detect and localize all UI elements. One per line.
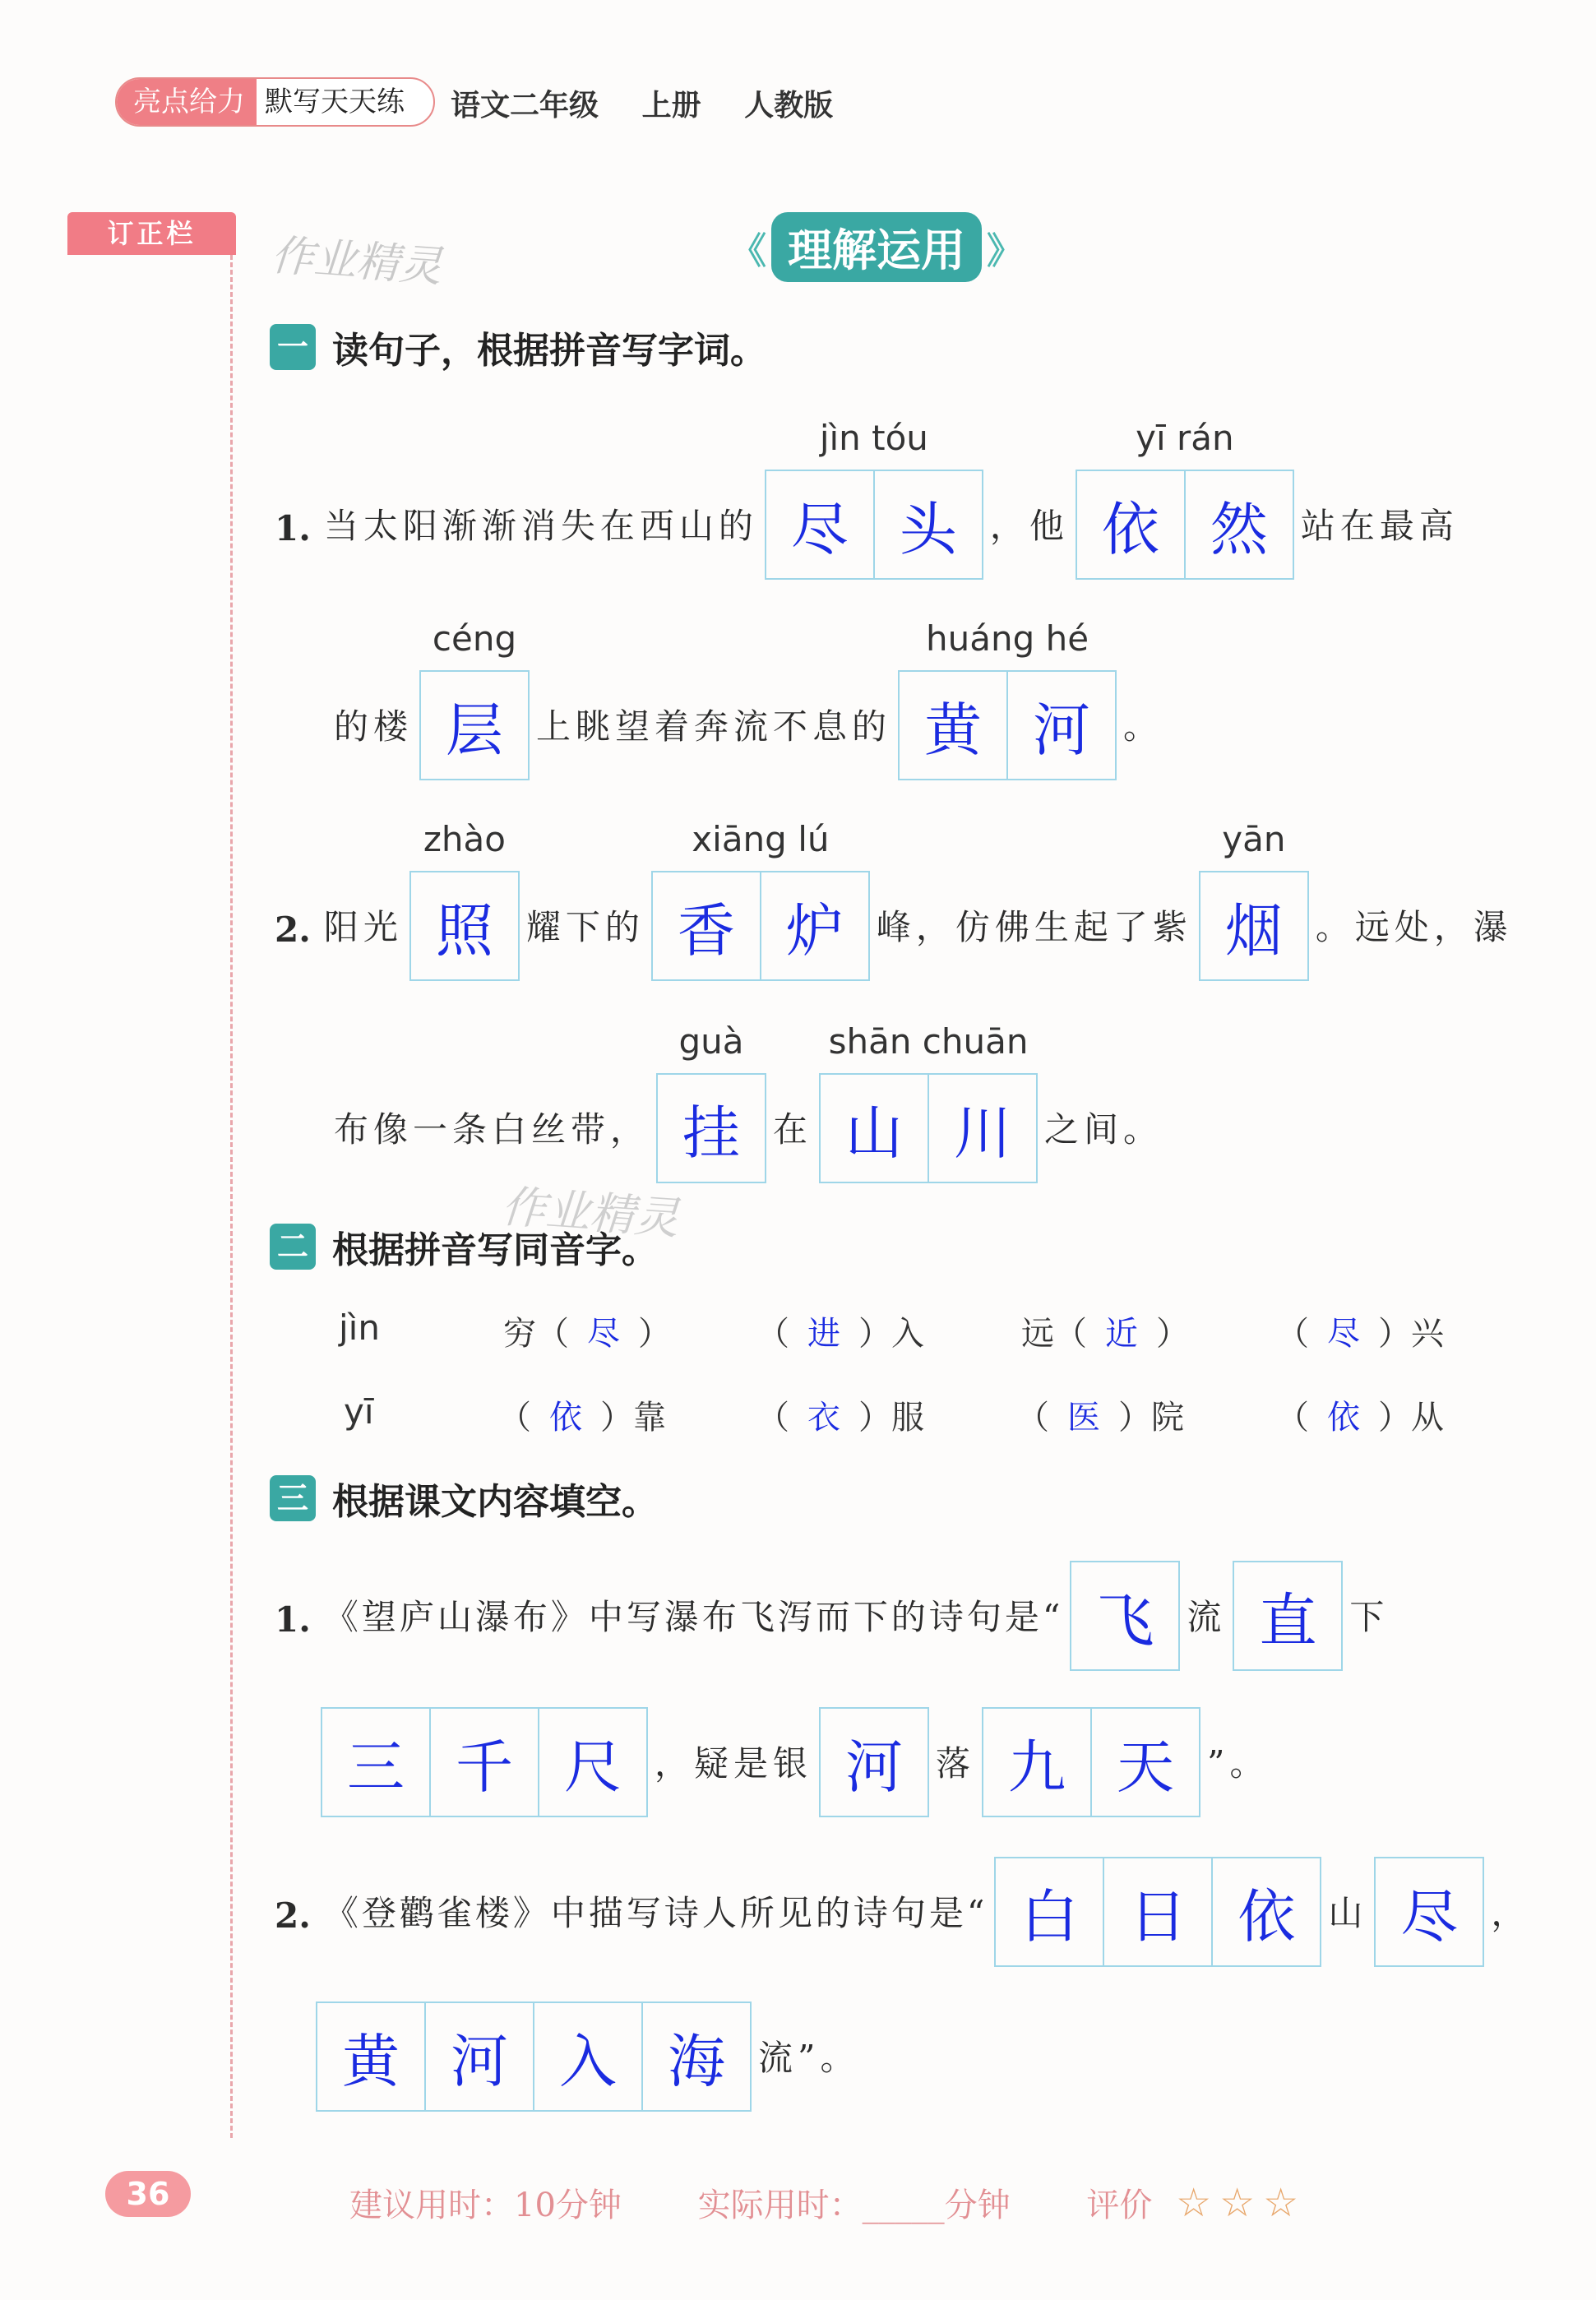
s1-q2-line1 — [268, 819, 1520, 981]
answer-boxes — [982, 1707, 1200, 1817]
answer-group — [1199, 819, 1309, 981]
answer[interactable]: 尽 — [587, 1315, 620, 1353]
item-text: 远（ — [1021, 1315, 1087, 1353]
answer-box[interactable]: 河 — [1006, 672, 1115, 779]
item-text: ）从 — [1378, 1399, 1444, 1437]
q-number: 2. — [275, 909, 311, 950]
item-text: （ — [1276, 1315, 1309, 1353]
text-run: 之间。 — [1044, 1109, 1163, 1150]
answer-group — [409, 819, 520, 981]
answer[interactable]: 衣 — [807, 1399, 840, 1437]
footer-bar — [349, 2179, 1372, 2226]
item-text: （ — [1016, 1399, 1049, 1437]
text-run: 当太阳渐渐消失在西山的 — [323, 506, 758, 546]
answer-group — [819, 1021, 1038, 1183]
answer-group — [765, 418, 983, 580]
answer-boxes — [1233, 1561, 1343, 1671]
answer-box[interactable]: 飞 — [1096, 1586, 1154, 1654]
watermark: 作业精灵 — [269, 230, 444, 293]
section3-header — [270, 1472, 658, 1525]
text-run: 流 — [1187, 1597, 1227, 1637]
text-run: 的楼 — [334, 706, 414, 747]
answer-boxes — [1199, 871, 1309, 981]
answer-box[interactable]: 照 — [435, 896, 493, 965]
homophone-item — [1021, 1307, 1189, 1354]
section2-badge: 二 — [270, 1224, 316, 1270]
homophone-row — [0, 1391, 1596, 1441]
answer-boxes — [409, 871, 520, 981]
book-info — [451, 82, 866, 124]
section3-instruction: 根据课文内容填空。 — [332, 1481, 658, 1523]
answer-boxes — [651, 871, 870, 981]
answer-box[interactable]: 挂 — [682, 1099, 741, 1167]
homophone-item — [1276, 1307, 1444, 1354]
answer-boxes — [1374, 1857, 1484, 1967]
answer-group — [1076, 418, 1294, 580]
answer-box[interactable]: 头 — [873, 471, 982, 578]
answer-box[interactable]: 烟 — [1224, 896, 1283, 965]
item-text: ）靠 — [600, 1399, 666, 1437]
subject-label: 语文二年级 — [451, 89, 599, 123]
pinyin: shān chuān — [828, 1021, 1029, 1062]
answer-box[interactable]: 天 — [1090, 1709, 1199, 1816]
answer-box[interactable]: 河 — [424, 2003, 533, 2110]
answer-boxes — [656, 1073, 766, 1183]
chevron-left-icon: 《 — [730, 229, 766, 272]
corrections-divider — [230, 255, 233, 2138]
homophone-item — [1276, 1391, 1444, 1438]
answer-boxes — [321, 1707, 648, 1817]
answer[interactable]: 依 — [1327, 1399, 1360, 1437]
chevron-right-icon: 》 — [987, 229, 1023, 272]
item-text: ） — [638, 1315, 671, 1353]
answer-boxes — [898, 670, 1117, 780]
series-pill — [115, 77, 435, 127]
pinyin: yān — [1222, 819, 1286, 859]
homophone-item — [1016, 1391, 1184, 1438]
item-text: ）入 — [858, 1315, 924, 1353]
answer-boxes — [1076, 470, 1294, 580]
section1-instruction: 读句子，根据拼音写字词。 — [332, 330, 766, 372]
text-run: 落 — [936, 1743, 976, 1784]
homophone-item — [756, 1307, 924, 1354]
item-text: （ — [1276, 1399, 1309, 1437]
text-run: ，他 — [989, 506, 1069, 546]
answer-box[interactable]: 日 — [1103, 1858, 1211, 1965]
volume-label: 上册 — [641, 89, 701, 123]
answer-box[interactable]: 层 — [446, 696, 504, 764]
page-title — [725, 212, 1028, 282]
pinyin: jìn tóu — [819, 418, 928, 458]
s1-q1-line2 — [327, 618, 1169, 780]
s3-q1-line1 — [268, 1561, 1395, 1671]
section2-instruction: 根据拼音写同音字。 — [332, 1229, 658, 1271]
page-number: 36 — [105, 2171, 191, 2217]
q-number: 1. — [275, 508, 311, 548]
section3-badge: 三 — [270, 1475, 316, 1521]
answer-box[interactable]: 千 — [429, 1709, 538, 1816]
answer-boxes — [819, 1707, 929, 1817]
actual-time: 实际用时：_____分钟 — [697, 2187, 1011, 2224]
text-run: 下 — [1349, 1597, 1390, 1637]
answer-box[interactable]: 黄 — [342, 2027, 400, 2095]
answer-group — [656, 1021, 766, 1183]
item-text: ） — [1156, 1315, 1189, 1353]
answer[interactable]: 近 — [1105, 1315, 1138, 1353]
answer-box[interactable]: 入 — [533, 2003, 641, 2110]
item-text: ）服 — [858, 1399, 924, 1437]
text-run: 阳光 — [323, 907, 403, 947]
pinyin: guà — [678, 1021, 744, 1062]
s3-q1-line2 — [321, 1707, 1276, 1817]
item-text: （ — [756, 1315, 789, 1353]
homophone-item — [498, 1391, 666, 1438]
text-run: 《登鹳雀楼》中描写诗人所见的诗句是“ — [323, 1893, 988, 1933]
row-pinyin: yī — [344, 1391, 374, 1432]
text-run: 。 — [1123, 706, 1163, 747]
item-text: （ — [498, 1399, 531, 1437]
text-run: 耀下的 — [525, 907, 645, 947]
answer-boxes — [765, 470, 983, 580]
answer-box[interactable]: 尽 — [1400, 1882, 1459, 1951]
answer-box[interactable]: 依 — [1211, 1858, 1320, 1965]
answer-boxes — [819, 1073, 1038, 1183]
section1-header — [270, 321, 766, 373]
answer-box[interactable]: 白 — [1020, 1882, 1079, 1951]
text-run: ， — [1491, 1893, 1531, 1933]
homophone-item — [756, 1391, 924, 1438]
answer-box[interactable]: 河 — [845, 1733, 904, 1801]
answer-boxes — [1070, 1561, 1180, 1671]
answer-group — [898, 618, 1117, 780]
answer-box[interactable]: 炉 — [760, 872, 868, 979]
rating-label: 评价 — [1086, 2187, 1153, 2224]
text-run: 站在最高 — [1300, 506, 1459, 546]
text-run: 《望庐山瀑布》中写瀑布飞泻而下的诗句是“ — [323, 1597, 1064, 1637]
text-run: 上眺望着奔流不息的 — [536, 706, 892, 747]
answer-group — [419, 618, 530, 780]
corrections-tab: 订正栏 — [67, 212, 236, 255]
answer[interactable]: 尽 — [1327, 1315, 1360, 1353]
answer-box[interactable]: 九 — [1008, 1733, 1066, 1801]
answer-boxes — [419, 670, 530, 780]
answer-boxes — [994, 1857, 1321, 1967]
answer-box[interactable]: 海 — [641, 2003, 750, 2110]
item-text: ）兴 — [1378, 1315, 1444, 1353]
answer[interactable]: 进 — [807, 1315, 840, 1353]
homophone-row — [0, 1307, 1596, 1357]
q-number: 2. — [275, 1895, 311, 1936]
homophone-item — [503, 1307, 671, 1354]
answer-boxes — [316, 2002, 752, 2112]
s1-q2-line2 — [327, 1021, 1169, 1183]
text-run: 在 — [773, 1109, 813, 1150]
watermark: 作业精灵 — [499, 1180, 681, 1245]
s1-q1-line1 — [268, 418, 1465, 580]
text-run: ”。 — [1207, 1743, 1270, 1784]
pinyin: huáng hé — [925, 618, 1089, 659]
pinyin: zhào — [423, 819, 506, 859]
pinyin: céng — [432, 618, 517, 659]
s3-q2-line2 — [316, 2002, 866, 2112]
section1-badge: 一 — [270, 324, 316, 370]
text-run: ，疑是银 — [655, 1743, 813, 1784]
answer[interactable]: 医 — [1067, 1399, 1100, 1437]
text-run: 山 — [1328, 1893, 1368, 1933]
section2-header — [270, 1220, 658, 1273]
answer-box[interactable]: 山 — [845, 1099, 904, 1167]
edition-label: 人教版 — [744, 89, 834, 123]
s3-q2-line1 — [268, 1857, 1537, 1967]
title-label: 理解运用 — [771, 212, 982, 282]
answer-group — [651, 819, 870, 981]
item-text: （ — [756, 1399, 789, 1437]
answer-box[interactable]: 黄 — [924, 696, 983, 764]
row-pinyin: jìn — [339, 1307, 380, 1348]
suggested-time: 建议用时：10分钟 — [349, 2187, 622, 2224]
answer-box[interactable]: 香 — [677, 896, 735, 965]
answer[interactable]: 依 — [549, 1399, 582, 1437]
pinyin: xiāng lú — [692, 819, 830, 859]
text-run: 峰，仿佛生起了紫 — [876, 907, 1192, 947]
text-run: 流”。 — [758, 2038, 860, 2078]
rating-stars-icon[interactable]: ☆☆☆ — [1176, 2180, 1307, 2226]
answer-box[interactable]: 尺 — [538, 1709, 646, 1816]
answer-box[interactable]: 尽 — [790, 495, 849, 563]
item-text: 穷（ — [503, 1315, 569, 1353]
answer-box[interactable]: 川 — [928, 1075, 1036, 1182]
answer-box[interactable]: 三 — [347, 1733, 405, 1801]
pinyin: yī rán — [1136, 418, 1234, 458]
brand-label: 亮点给力 — [117, 79, 257, 125]
text-run: 布像一条白丝带， — [334, 1109, 650, 1150]
answer-box[interactable]: 直 — [1259, 1586, 1317, 1654]
item-text: ）院 — [1118, 1399, 1184, 1437]
answer-box[interactable]: 依 — [1101, 495, 1159, 563]
text-run: 。远处，瀑 — [1315, 907, 1513, 947]
answer-box[interactable]: 然 — [1184, 471, 1293, 578]
q-number: 1. — [275, 1599, 311, 1640]
series-label: 默写天天练 — [265, 86, 405, 118]
